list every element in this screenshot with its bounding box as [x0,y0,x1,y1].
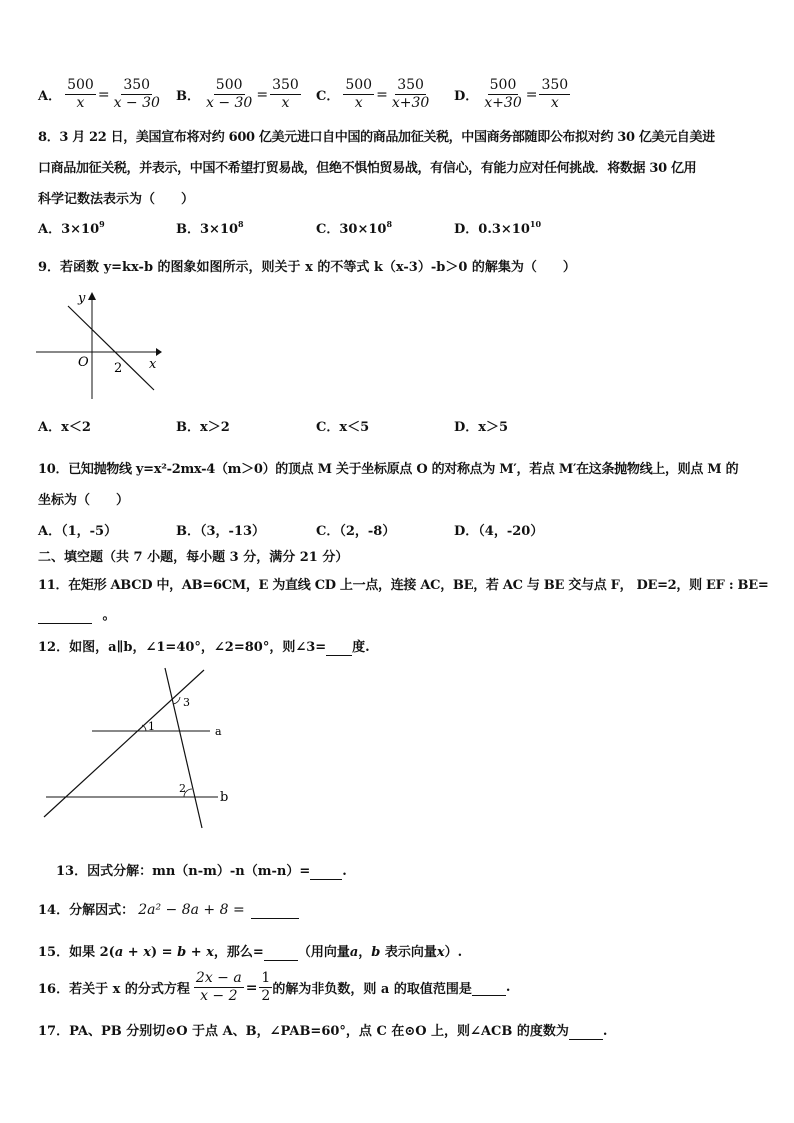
function-line [68,306,154,390]
origin-label: O [78,355,89,370]
q10-option-c[interactable]: C．（2，-8） [316,524,396,539]
section-2-heading: 二、填空题（共 7 小题，每小题 3 分，满分 21 分） [38,550,349,565]
q13: 13．因式分解：mn（n-m）-n（m-n）= . [56,864,347,879]
angle-1-label: 1 [148,720,155,733]
q14-expression: 2a² − 8a + 8 = [138,902,245,918]
q8-option-d[interactable]: D．$0.3\times 10^{10}$ [454,219,542,237]
vector-a: a [114,945,124,960]
vector-b: b [177,945,187,960]
q14-answer-blank[interactable] [251,903,299,919]
q9-options [38,416,778,436]
q7-options [38,77,778,117]
q9-option-b[interactable]: B．x＞2 [176,420,230,435]
q7-option-a[interactable]: A． $\frac{500}{x}$ = $\frac{350}{x - 30}$ [38,77,160,111]
q15: 15．如果 2(a + x) = b + x，那么= （用向量a，b 表示向量x）. [38,945,463,960]
q9-option-d[interactable]: D．x＞5 [454,420,509,435]
q7-option-c[interactable]: C． $\frac{500}{x}$ = $\frac{350}{x+30}$ [316,77,430,111]
q12-figure [40,664,240,834]
q10-option-d[interactable]: D．（4，-20） [454,524,544,539]
q8-line1: 8．3 月 22 日，美国宣布将对约 600 亿美元进口自中国的商品加征关税，中国商务部随即公布拟对约 30 亿美元自美进 [38,130,715,145]
q9-option-c[interactable]: C．x＜5 [316,420,370,435]
q16-fraction-right: $\frac{1}{2}$ [261,970,271,1004]
q8-option-b[interactable]: B．$3\times 10^8$ [176,219,244,237]
q9-graph [36,286,166,401]
q12-answer-blank[interactable] [326,640,352,656]
q17-answer-blank[interactable] [569,1024,603,1040]
q16-fraction-left: $\frac{2x - a}{x - 2}$ [195,970,242,1004]
q16-answer-blank[interactable] [472,980,506,996]
q12-stem: 12．如图，a∥b，∠1=40°，∠2=80°，则∠3= 度. [38,640,370,655]
q13-answer-blank[interactable] [310,864,342,880]
q11-line1: 11．在矩形 ABCD 中，AB=6CM，E 为直线 CD 上一点，连接 AC，BE，若 AC 与 BE 交与点 F， DE=2，则 EF : BE= [38,578,769,593]
q8-options [38,218,778,238]
q8-line3: 科学记数法表示为（ ） [38,192,195,207]
transversal-2 [165,668,202,828]
q10-options [38,520,778,540]
q11-line2: 。 [38,604,116,624]
q15-answer-blank[interactable] [264,945,298,961]
q10-option-a[interactable]: A．（1，-5） [38,524,118,539]
x-axis-label: x [149,357,157,372]
angle-3-label: 3 [183,696,190,709]
x-axis-arrow-icon [156,348,162,356]
q8-option-a[interactable]: A．$3\times 10^9$ [38,219,105,237]
y-axis-arrow-icon [88,292,96,300]
line-a-label: a [215,725,222,738]
q7-option-d[interactable]: D． $\frac{500}{x+30}$ = $\frac{350}{x}$ [454,77,569,111]
y-axis-label: y [78,291,86,306]
q16: 16．若关于 x 的分式方程 $\frac{2x - a}{x - 2}$ = $\frac{1}{2}$ 的解为非负数，则 a 的取值范围是 . [38,970,511,1004]
x-intercept-label: 2 [114,361,123,376]
q11-answer-blank[interactable] [38,608,92,624]
q17: 17．PA、PB 分别切⊙O 于点 A、B，∠PAB=60°，点 C 在⊙O 上，则∠ACB 的度数为 . [38,1024,608,1039]
q8-line2: 口商品加征关税，并表示，中国不希望打贸易战，但绝不惧怕贸易战，有信心，有能力应对任何挑战．将数据 30 亿用 [38,161,697,176]
vector-x: x [143,945,151,960]
q10-option-b[interactable]: B．（3，-13） [176,524,266,539]
q10-line2: 坐标为（ ） [38,493,130,508]
q10-line1: 10．已知抛物线 y=x²-2mx-4（m＞0）的顶点 M 关于坐标原点 O 的对称点为 M′，若点 M′在这条抛物线上，则点 M 的 [38,462,739,477]
line-b-label: b [220,790,229,805]
q9-option-a[interactable]: A．x＜2 [38,420,91,435]
q9-stem: 9．若函数 y=kx-b 的图象如图所示，则关于 x 的不等式 k（x-3）-b＞0 的解集为（ ） [38,260,576,275]
q8-option-c[interactable]: C．$30\times 10^8$ [316,219,393,237]
q7-option-b[interactable]: B． $\frac{500}{x - 30}$ = $\frac{350}{x}$ [176,77,299,111]
angle-2-label: 2 [179,782,186,795]
q14: 14．分解因式： 2a² − 8a + 8 = [38,899,299,919]
